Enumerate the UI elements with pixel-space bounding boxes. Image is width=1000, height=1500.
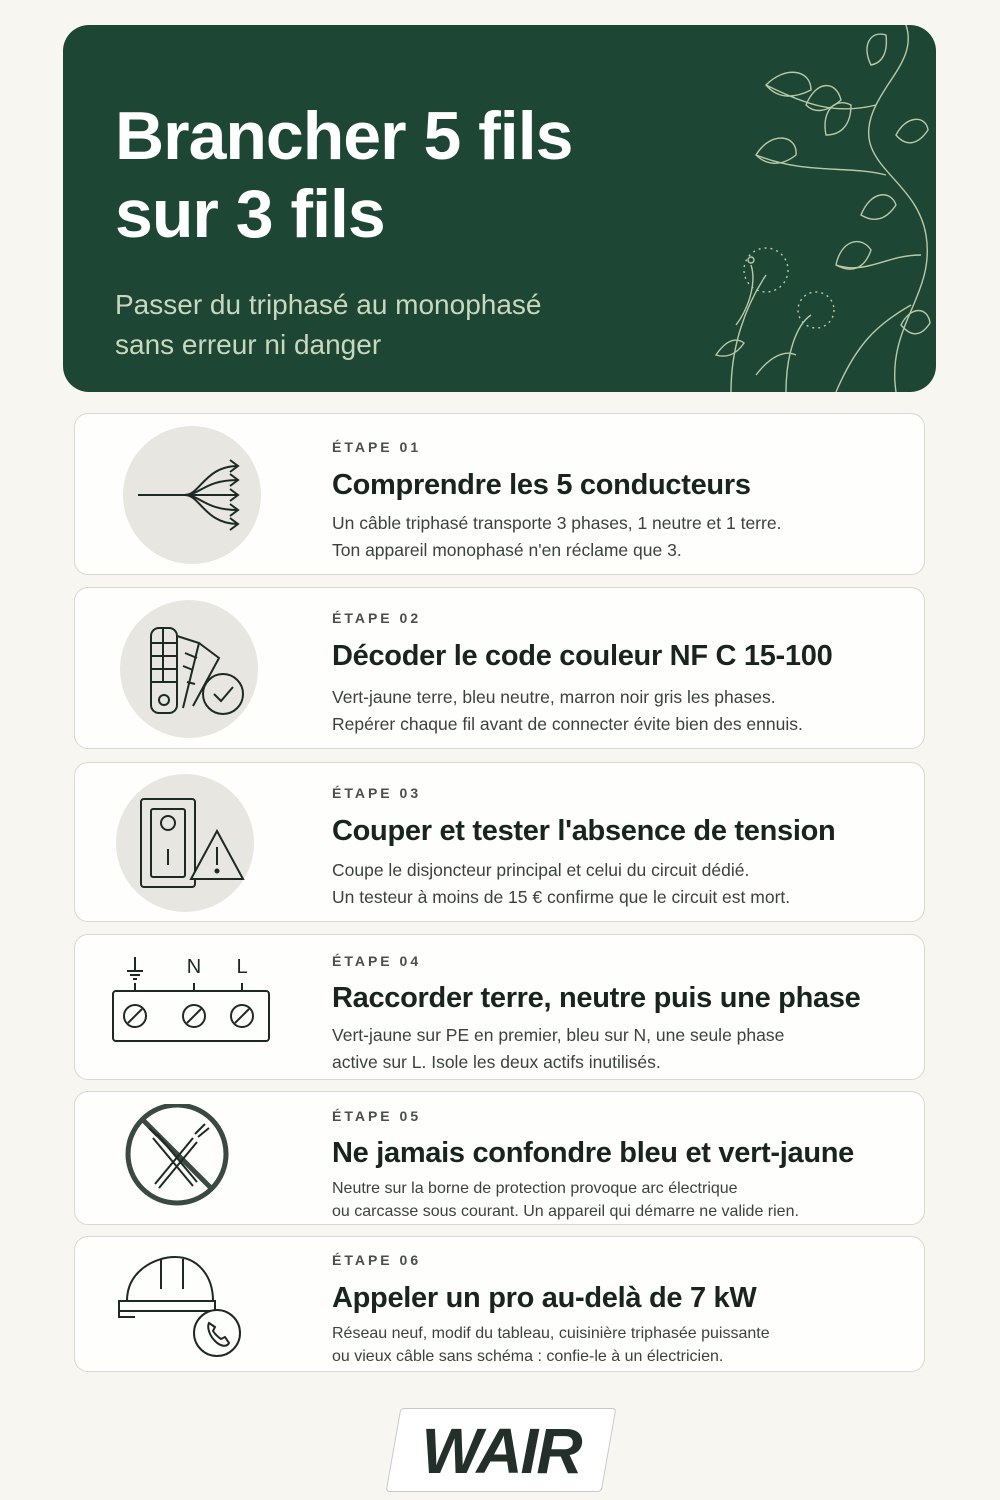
step-card-6 (74, 1236, 925, 1372)
step-description-line: Vert-jaune sur PE en premier, bleu sur N, une seule phase (332, 1025, 785, 1045)
step-description-line: Coupe le disjoncteur principal et celui du circuit dédié. (332, 860, 750, 880)
helmet-phone-icon (105, 1249, 275, 1361)
step-label: ÉTAPE 02 (332, 610, 422, 626)
step-title: Comprendre les 5 conducteurs (332, 469, 751, 501)
step-card-2 (74, 587, 925, 749)
hero-banner (63, 25, 936, 392)
step-description-line: Réseau neuf, modif du tableau, cuisinière triphasée puissante (332, 1325, 770, 1342)
step-description (332, 684, 912, 738)
step-title: Décoder le code couleur NF C 15-100 (332, 640, 833, 672)
step-description-line: Un câble triphasé transporte 3 phases, 1 neutre et 1 terre. (332, 513, 782, 533)
step-description-line: Vert-jaune terre, bleu neutre, marron noir gris les phases. (332, 687, 776, 707)
page-title (115, 97, 675, 253)
subtitle-line-2: sans erreur ni danger (115, 329, 382, 360)
terminal-block-icon (105, 949, 275, 1049)
step-label: ÉTAPE 01 (332, 439, 422, 455)
step-card-5 (74, 1091, 925, 1225)
step-title: Appeler un pro au-delà de 7 kW (332, 1282, 757, 1314)
step-card-3 (74, 762, 925, 922)
subtitle-line-1: Passer du triphasé au monophasé (115, 289, 542, 320)
step-label: ÉTAPE 03 (332, 785, 422, 801)
color-swatch-icon (105, 598, 275, 740)
step-description-line: Ton appareil monophasé n'en réclame que 3. (332, 540, 682, 560)
botanical-illustration (636, 25, 936, 392)
step-card-1 (74, 413, 925, 575)
step-description-line: Repérer chaque fil avant de connecter évite bien des ennuis. (332, 714, 803, 734)
breaker-warning-icon (105, 771, 275, 915)
step-description-line: Neutre sur la borne de protection provoque arc électrique (332, 1180, 738, 1197)
terminal-label-l: L (236, 956, 248, 978)
cable-split-icon (105, 424, 275, 566)
step-title: Raccorder terre, neutre puis une phase (332, 982, 861, 1014)
brand-logo (393, 1408, 609, 1492)
step-description-line: Un testeur à moins de 15 € confirme que le circuit est mort. (332, 887, 791, 907)
logo-text: WAIR (421, 1415, 581, 1487)
step-label: ÉTAPE 04 (332, 953, 422, 969)
step-description (332, 1177, 912, 1223)
step-title: Couper et tester l'absence de tension (332, 815, 836, 847)
step-description-line: ou vieux câble sans schéma : confie-le à un électricien. (332, 1348, 724, 1365)
step-title: Ne jamais confondre bleu et vert-jaune (332, 1137, 855, 1169)
page-subtitle (115, 285, 675, 365)
step-description-line: ou carcasse sous courant. Un appareil qui démarre ne valide rien. (332, 1203, 799, 1220)
no-crossed-wires-icon (105, 1104, 275, 1214)
terminal-label-n: N (186, 956, 202, 978)
step-description (332, 1322, 912, 1368)
step-description (332, 510, 912, 564)
title-line-2: sur 3 fils (115, 176, 385, 252)
step-label: ÉTAPE 05 (332, 1108, 422, 1124)
title-line-1: Brancher 5 fils (115, 98, 573, 174)
step-card-4 (74, 934, 925, 1080)
step-description (332, 1022, 912, 1076)
step-label: ÉTAPE 06 (332, 1252, 422, 1268)
step-description-line: active sur L. Isole les deux actifs inutilisés. (332, 1052, 661, 1072)
step-description (332, 857, 912, 911)
